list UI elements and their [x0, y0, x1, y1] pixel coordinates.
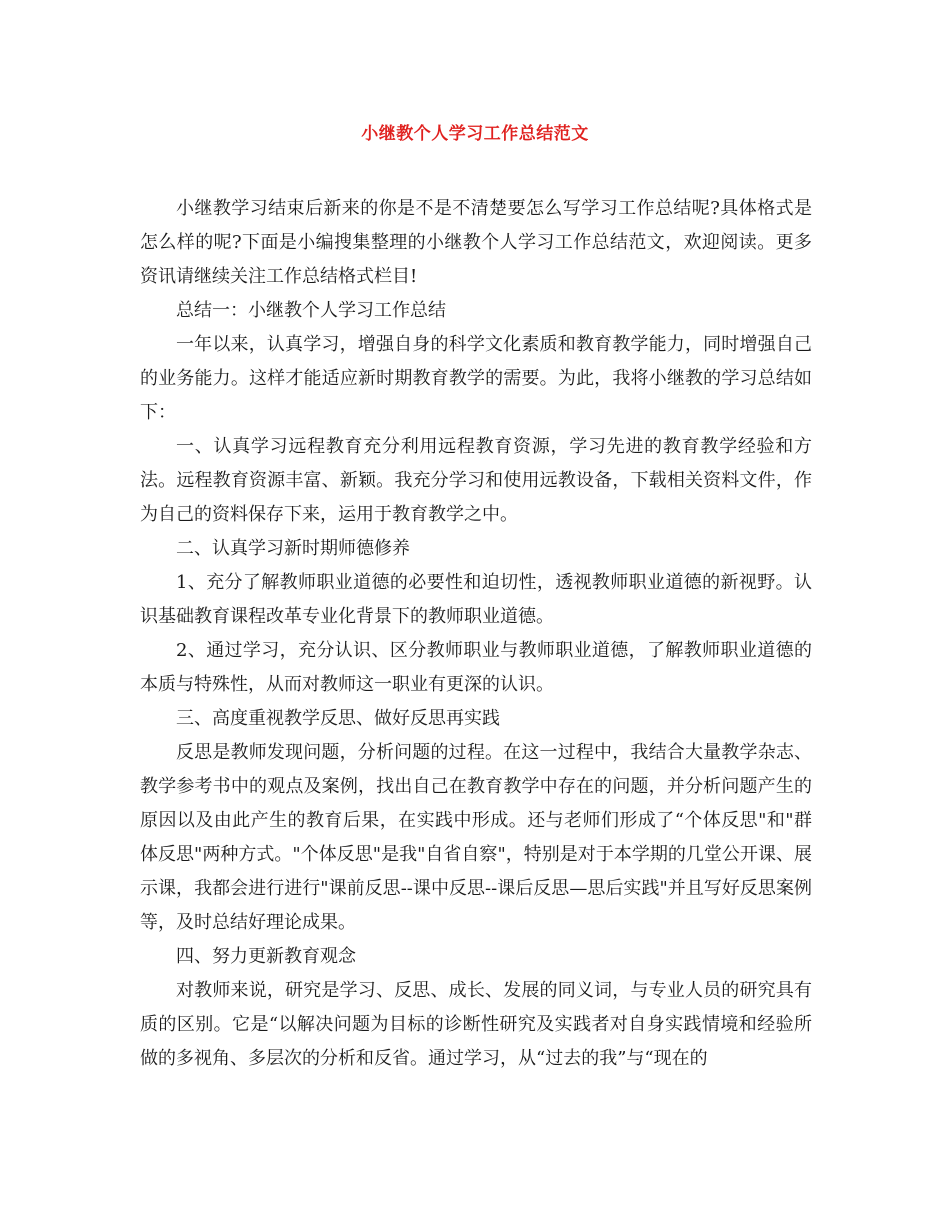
document-body — [140, 192, 812, 1076]
paragraph-item-1: 1、充分了解教师职业道德的必要性和迫切性，透视教师职业道德的新视野。认识基础教育课程改革专业化背景下的教师职业道德。 — [140, 572, 812, 627]
section-heading-point-two: 二、认真学习新时期师德修养 — [176, 538, 410, 559]
paragraph-item-2: 2、通过学习，充分认识、区分教师职业与教师职业道德，了解教师职业道德的本质与特殊性，从而对教师这一职业有更深的认识。 — [140, 640, 812, 695]
paragraph-overview: 一年以来，认真学习，增强自身的科学文化素质和教育教学能力，同时增强自己的业务能力。这样才能适应新时期教育教学的需要。为此，我将小继教的学习总结如下： — [140, 334, 812, 423]
section-heading-summary-one: 总结一：小继教个人学习工作总结 — [176, 300, 446, 321]
paragraph-point-one: 一、认真学习远程教育充分利用远程教育资源，学习先进的教育教学经验和方法。远程教育资源丰富、新颖。我充分学习和使用远教设备，下载相关资料文件，作为自己的资料保存下来，运用于教育教学之中。 — [140, 436, 812, 525]
section-heading-point-four: 四、努力更新教育观念 — [176, 946, 356, 967]
paragraph-intro: 小继教学习结束后新来的你是不是不清楚要怎么写学习工作总结呢?具体格式是怎么样的呢?下面是小编搜集整理的小继教个人学习工作总结范文，欢迎阅读。更多资讯请继续关注工作总结格式栏目! — [140, 198, 812, 287]
paragraph-research: 对教师来说，研究是学习、反思、成长、发展的同义词，与专业人员的研究具有质的区别。它是“以解决问题为目标的诊断性研究及实践者对自身实践情境和经验所做的多视角、多层次的分析和反省。通过学习，从“过去的我”与“现在的 — [140, 980, 812, 1069]
paragraph-reflection: 反思是教师发现问题，分析问题的过程。在这一过程中，我结合大量教学杂志、教学参考书中的观点及案例，找出自己在教育教学中存在的问题，并分析问题产生的原因以及由此产生的教育后果，在实践中形成。还与老师们形成了“个体反思"和"群体反思"两种方式。"个体反思"是我"自省自察"，特别是对于本学期的几堂公开课、展示课，我都会进行进行"课前反思--课中反思--课后反思—思后实践"并且写好反思案例等，及时总结好理论成果。 — [140, 742, 812, 933]
document-title: 小继教个人学习工作总结范文 — [361, 124, 589, 144]
section-heading-point-three: 三、高度重视教学反思、做好反思再实践 — [176, 708, 500, 729]
